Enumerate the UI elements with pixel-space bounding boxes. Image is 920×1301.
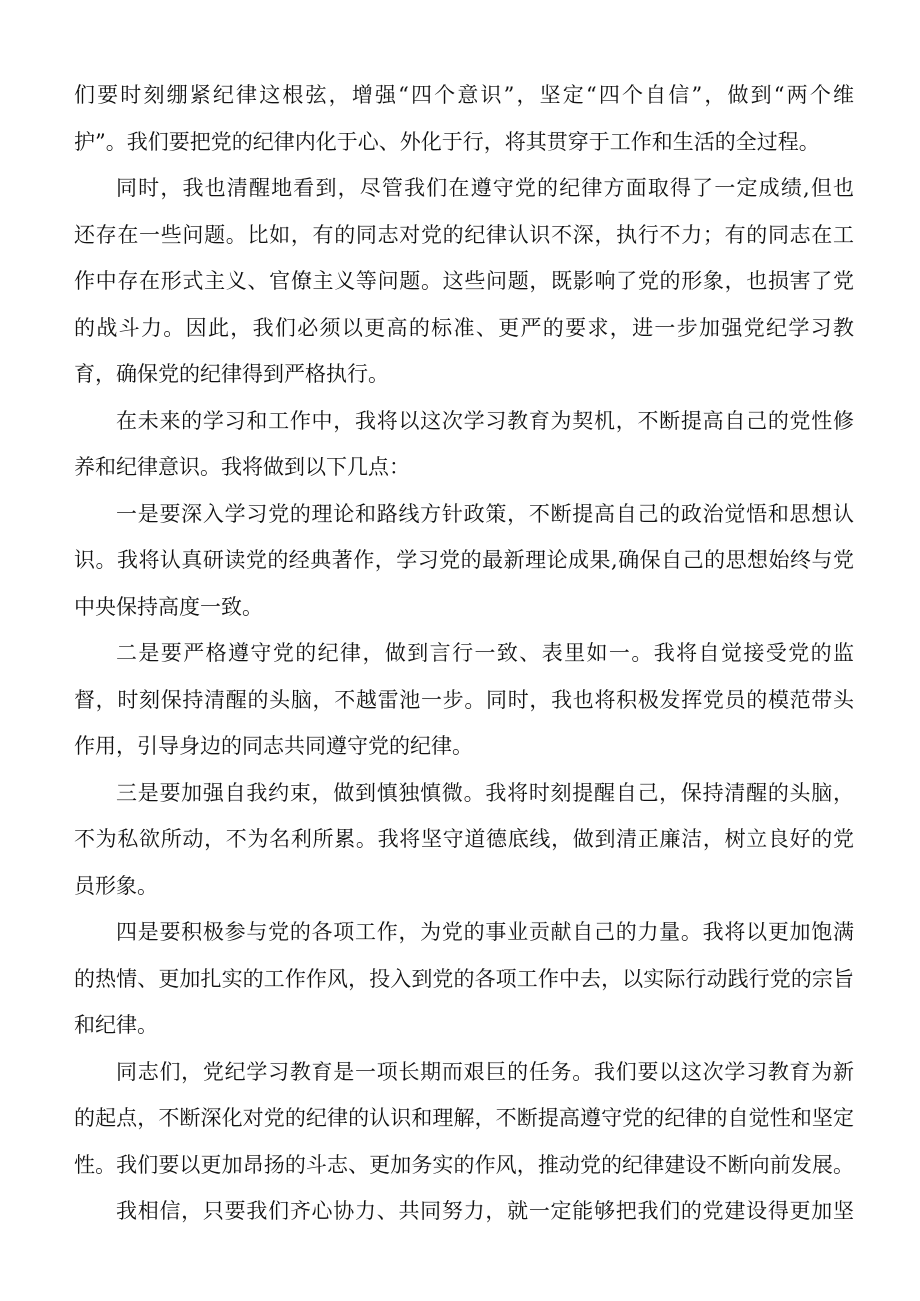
paragraph-first-line: 一是要深入学习党的理论和路线方针政策，不断提高自己的政治觉悟和思想认 — [116, 501, 854, 526]
text-line: 员形象。 — [74, 873, 158, 898]
paragraph-first-line: 我相信，只要我们齐心协力、共同努力，就一定能够把我们的党建设得更加坚 — [116, 1199, 854, 1223]
paragraph-first-line: 三是要加强自我约束，做到慎独慎微。我将时刻提醒自己，保持清醒的头脑， — [116, 780, 854, 805]
text-line: 和纪律。 — [74, 1013, 158, 1037]
text-line: 作用，引导身边的同志共同遵守党的纪律。 — [74, 734, 473, 758]
text-line: 作中存在形式主义、官僚主义等问题。这些问题，既影响了党的形象，也损害了党 — [74, 269, 854, 293]
text-line: 还存在一些问题。比如，有的同志对党的纪律认识不深，执行不力；有的同志在工 — [74, 222, 854, 247]
text-line: 的起点，不断深化对党的纪律的认识和理解，不断提高遵守党的纪律的自觉性和坚定 — [74, 1106, 854, 1130]
paragraph-first-line: 二是要严格遵守党的纪律，做到言行一致、表里如一。我将自觉接受党的监 — [116, 641, 854, 665]
paragraph-first-line: 同时，我也清醒地看到，尽管我们在遵守党的纪律方面取得了一定成绩,但也 — [116, 176, 854, 200]
text-line: 的战斗力。因此，我们必须以更高的标准、更严的要求，进一步加强党纪学习教 — [74, 315, 854, 340]
paragraph-first-line: 同志们，党纪学习教育是一项长期而艰巨的任务。我们要以这次学习教育为新 — [116, 1059, 854, 1084]
text-line: 督，时刻保持清醒的头脑，不越雷池一步。同时，我也将积极发挥党员的模范带头 — [74, 687, 854, 712]
text-line: 中央保持高度一致。 — [74, 594, 263, 619]
document-page — [74, 72, 854, 1235]
text-line: 识。我将认真研读党的经典著作，学习党的最新理论成果,确保自己的思想始终与党 — [74, 548, 854, 572]
paragraph-first-line: 四是要积极参与党的各项工作，为党的事业贡献自己的力量。我将以更加饱满 — [116, 920, 854, 944]
text-line: 们要时刻绷紧纪律这根弦，增强“四个意识”，坚定“四个自信”，做到“两个维 — [74, 83, 854, 107]
text-line: 不为私欲所动，不为名利所累。我将坚守道德底线，做到清正廉洁，树立良好的党 — [74, 827, 854, 851]
text-line: 的热情、更加扎实的工作作风，投入到党的各项工作中去，以实际行动践行党的宗旨 — [74, 966, 854, 991]
text-line: 性。我们要以更加昂扬的斗志、更加务实的作风，推动党的纪律建设不断向前发展。 — [74, 1152, 854, 1177]
paragraph-first-line: 在未来的学习和工作中，我将以这次学习教育为契机，不断提高自己的党性修 — [116, 408, 854, 433]
text-line: 育，确保党的纪律得到严格执行。 — [74, 362, 389, 386]
text-line: 养和纪律意识。我将做到以下几点： — [74, 455, 410, 479]
text-line: 护”。我们要把党的纪律内化于心、外化于行，将其贯穿于工作和生活的全过程。 — [74, 129, 820, 154]
